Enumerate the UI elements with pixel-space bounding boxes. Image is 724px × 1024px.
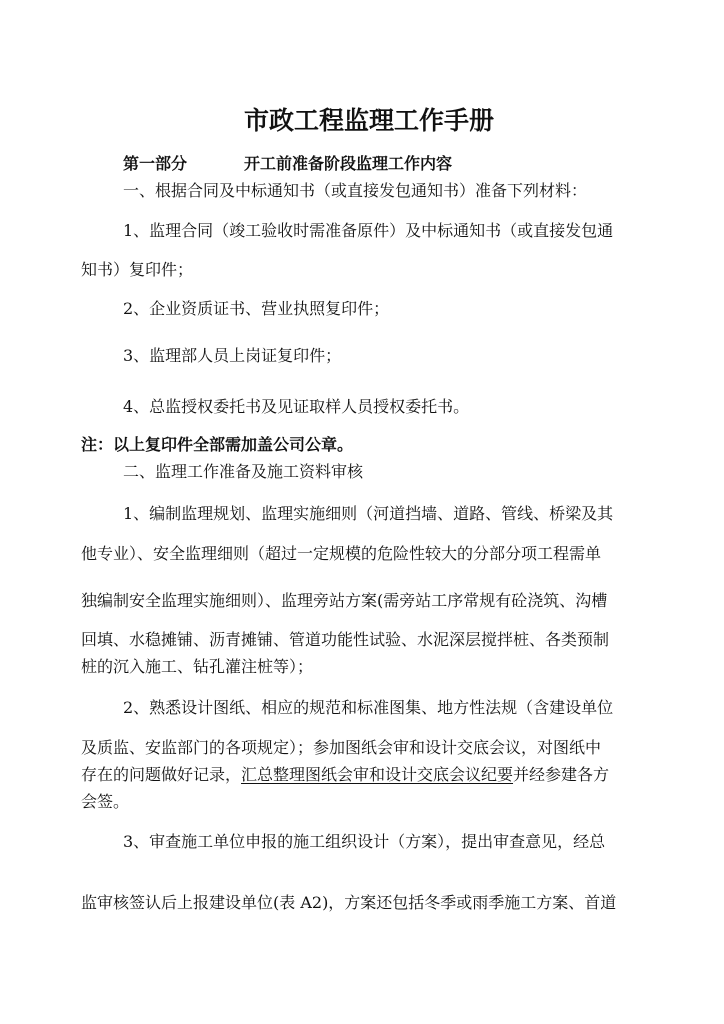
section-2-item-2-line-4: 会签。 [81, 792, 130, 811]
section-1-item-3: 3、监理部人员上岗证复印件； [123, 346, 342, 365]
section-1-item-1-line-2: 知书）复印件； [81, 260, 194, 279]
section-2-item-3-line-1: 3、审查施工单位申报的施工组织设计（方案），提出审查意见，经总 [123, 832, 606, 851]
page-title: 市政工程监理工作手册 [244, 106, 495, 135]
section-2-item-2-line-3 [81, 765, 609, 785]
section-1-item-2: 2、企业资质证书、营业执照复印件； [123, 299, 390, 318]
line-text-end: 并经参建各方 [513, 765, 610, 784]
section-2-heading: 二、监理工作准备及施工资料审核 [123, 462, 364, 481]
section-2-item-1-line-1: 1、编制监理规划、监理实施细则（河道挡墙、道路、管线、桥梁及其 [123, 504, 614, 523]
underlined-text: 汇总整理图纸会审和设计交底会议纪要 [241, 765, 514, 784]
part-label: 第一部分 [123, 154, 188, 173]
note: 注：以上复印件全部需加盖公司公章。 [81, 435, 354, 454]
section-2-item-1-line-3: 独编制安全监理实施细则）、监理旁站方案(需旁站工序常规有砼浇筑、沟槽 [81, 591, 608, 610]
section-1-heading: 一、根据合同及中标通知书（或直接发包通知书）准备下列材料： [123, 181, 588, 200]
section-1-item-4: 4、总监授权委托书及见证取样人员授权委托书。 [123, 397, 470, 416]
line-text: 存在的问题做好记录， [81, 765, 242, 784]
section-2-item-3-line-2: 监审核签认后上报建设单位(表 A2)，方案还包括冬季或雨季施工方案、首道 [81, 893, 617, 912]
section-2-item-2-line-2: 及质监、安监部门的各项规定）；参加图纸会审和设计交底会议，对图纸中 [81, 738, 602, 757]
section-2-item-1-line-5: 桩的沉入施工、钻孔灌注桩等）； [81, 657, 314, 676]
section-2-item-2-line-1: 2、熟悉设计图纸、相应的规范和标准图集、地方性法规（含建设单位 [123, 698, 614, 717]
part-heading: 开工前准备阶段监理工作内容 [244, 154, 453, 173]
section-1-item-1-line-1: 1、监理合同（竣工验收时需准备原件）及中标通知书（或直接发包通 [123, 221, 614, 240]
section-2-item-1-line-2: 他专业）、安全监理细则（超过一定规模的危险性较大的分部分项工程需单 [81, 544, 602, 563]
section-2-item-1-line-4: 回填、水稳摊铺、沥青摊铺、管道功能性试验、水泥深层搅拌桩、各类预制 [81, 630, 610, 649]
